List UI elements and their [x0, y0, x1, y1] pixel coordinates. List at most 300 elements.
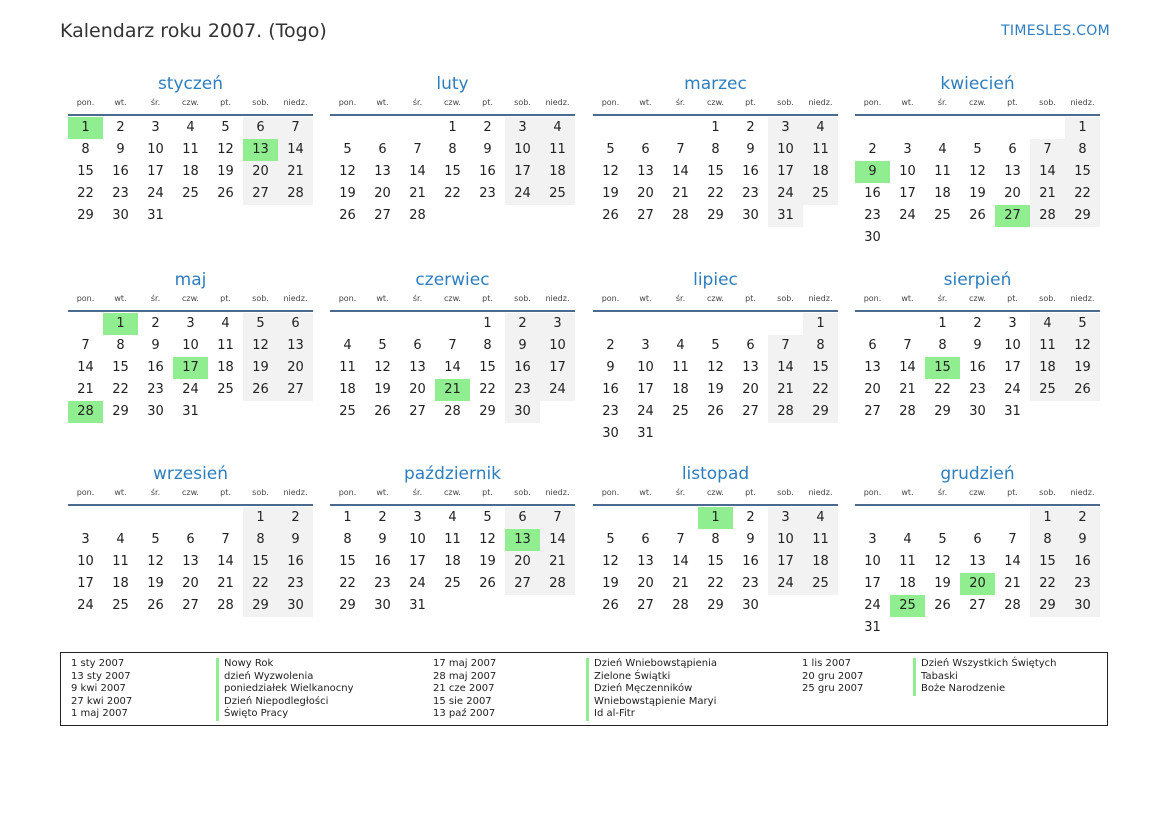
- weekday-label: pt.: [220, 98, 231, 107]
- month-name: kwiecień: [940, 74, 1015, 94]
- weekday-label: wt.: [376, 98, 389, 107]
- day-cell: 4: [343, 338, 352, 353]
- day-cell: 18: [112, 576, 129, 591]
- day-cell: 22: [444, 186, 461, 201]
- day-cell: 11: [217, 338, 234, 353]
- day-cell: 30: [1065, 595, 1100, 617]
- day-cell: 29: [479, 404, 496, 419]
- weekday-label: czw.: [707, 488, 724, 497]
- day-cell: 12: [217, 142, 234, 157]
- day-cell: 25: [540, 183, 575, 205]
- weekday-label: niedz.: [1070, 488, 1095, 497]
- day-cell: 15: [112, 360, 129, 375]
- day-cell: 31: [147, 208, 164, 223]
- month-name: listopad: [681, 464, 750, 484]
- day-cell: 28: [409, 208, 426, 223]
- day-cell: 10: [77, 554, 94, 569]
- weekday-label: niedz.: [545, 488, 570, 497]
- day-cell: 14: [899, 360, 916, 375]
- weekday-label: pt.: [1007, 294, 1018, 303]
- day-cell: 2: [746, 120, 755, 135]
- weekday-label: pon.: [863, 488, 882, 497]
- day-cell: 19: [243, 357, 278, 379]
- holiday-name: Id al-Fitr: [586, 708, 717, 721]
- day-cell: 8: [1030, 529, 1065, 551]
- day-cell: 27: [864, 404, 881, 419]
- day-cell: 7: [278, 117, 313, 139]
- day-cell: 14: [672, 164, 689, 179]
- day-cell: 23: [479, 186, 496, 201]
- day-cell: 15: [1030, 551, 1065, 573]
- day-cell: 9: [116, 142, 125, 157]
- day-cell: 29: [707, 598, 724, 613]
- weekday-label: niedz.: [1070, 294, 1095, 303]
- weekday-label: wt.: [901, 98, 914, 107]
- weekday-label: czw.: [444, 294, 461, 303]
- day-cell: 5: [973, 142, 982, 157]
- weekday-label: wt.: [376, 294, 389, 303]
- day-cell: 22: [803, 379, 838, 401]
- day-cell: 8: [711, 142, 720, 157]
- weekday-label: śr.: [150, 488, 161, 497]
- day-cell: 24: [899, 208, 916, 223]
- day-cell: 27: [374, 208, 391, 223]
- day-cell: 5: [711, 338, 720, 353]
- holiday-name: Nowy Rok: [216, 658, 354, 671]
- day-cell: 13: [1004, 164, 1021, 179]
- month-name: wrzesień: [152, 464, 229, 484]
- holiday-date: 9 kwi 2007: [71, 683, 126, 695]
- day-cell: 30: [864, 230, 881, 245]
- day-cell: 25: [339, 404, 356, 419]
- month-4: [855, 72, 1100, 249]
- day-cell: 19: [969, 186, 986, 201]
- day-cell: 21: [768, 379, 803, 401]
- day-cell: 23: [374, 576, 391, 591]
- holiday-date: 15 sie 2007: [433, 695, 492, 707]
- day-cell: 19: [147, 576, 164, 591]
- day-cell: 29: [339, 598, 356, 613]
- day-cell: 1: [483, 316, 492, 331]
- day-cell: 19: [934, 576, 951, 591]
- day-grid: [855, 117, 1100, 249]
- day-cell: 31: [182, 404, 199, 419]
- day-cell: 23: [742, 186, 759, 201]
- holiday-name: Wniebowstąpienie Maryi: [586, 696, 717, 709]
- month-1: [68, 72, 313, 227]
- day-cell: 16: [112, 164, 129, 179]
- day-cell: 9: [746, 532, 755, 547]
- day-cell: 24: [77, 598, 94, 613]
- day-cell: 8: [938, 338, 947, 353]
- day-cell: 1: [803, 313, 838, 335]
- day-cell: 31: [1004, 404, 1021, 419]
- day-cell: 5: [606, 142, 615, 157]
- holiday-date: 1 maj 2007: [71, 708, 128, 720]
- weekday-label: śr.: [937, 488, 948, 497]
- day-cell: 7: [1008, 532, 1017, 547]
- weekday-label: sob.: [252, 98, 269, 107]
- day-cell: 16: [602, 382, 619, 397]
- weekday-header: [330, 292, 575, 312]
- day-cell: 6: [1008, 142, 1017, 157]
- weekday-label: wt.: [114, 294, 127, 303]
- day-cell: 23: [278, 573, 313, 595]
- day-cell: 9: [278, 529, 313, 551]
- day-cell: 8: [243, 529, 278, 551]
- day-cell: 28: [1030, 205, 1065, 227]
- day-cell: 11: [444, 532, 461, 547]
- weekday-label: sob.: [252, 294, 269, 303]
- day-cell: 25: [444, 576, 461, 591]
- day-cell: 17: [147, 164, 164, 179]
- weekday-label: śr.: [150, 294, 161, 303]
- day-cell: 19: [217, 164, 234, 179]
- day-cell: 10: [637, 360, 654, 375]
- day-cell: 31: [768, 205, 803, 227]
- month-name: październik: [403, 464, 502, 484]
- day-cell: 22: [707, 576, 724, 591]
- day-cell: 13: [409, 360, 426, 375]
- day-cell: 12: [374, 360, 391, 375]
- holiday-day: 13: [505, 529, 540, 551]
- weekday-label: sob.: [777, 488, 794, 497]
- day-cell: 22: [934, 382, 951, 397]
- day-cell: 20: [505, 551, 540, 573]
- day-cell: 20: [742, 382, 759, 397]
- day-cell: 19: [1065, 357, 1100, 379]
- day-cell: 30: [278, 595, 313, 617]
- weekday-label: niedz.: [283, 98, 308, 107]
- weekday-label: pt.: [745, 488, 756, 497]
- day-cell: 23: [969, 382, 986, 397]
- day-cell: 30: [742, 208, 759, 223]
- day-cell: 17: [899, 186, 916, 201]
- weekday-label: wt.: [901, 294, 914, 303]
- day-cell: 17: [409, 554, 426, 569]
- day-cell: 25: [182, 186, 199, 201]
- weekday-header: [330, 96, 575, 116]
- day-cell: 25: [217, 382, 234, 397]
- day-cell: 24: [864, 598, 881, 613]
- day-cell: 7: [676, 532, 685, 547]
- day-cell: 14: [1030, 161, 1065, 183]
- day-cell: 4: [221, 316, 230, 331]
- month-name: maj: [174, 270, 207, 290]
- weekday-header: [68, 96, 313, 116]
- day-cell: 10: [147, 142, 164, 157]
- day-cell: 24: [147, 186, 164, 201]
- day-cell: 8: [116, 338, 125, 353]
- weekday-header: [68, 486, 313, 506]
- holiday-name: dzień Wyzwolenia: [216, 671, 354, 684]
- day-cell: 11: [803, 139, 838, 161]
- day-cell: 17: [77, 576, 94, 591]
- day-cell: 18: [339, 382, 356, 397]
- month-12: [855, 462, 1100, 639]
- day-cell: 8: [343, 532, 352, 547]
- day-cell: 7: [1030, 139, 1065, 161]
- day-cell: 18: [444, 554, 461, 569]
- day-cell: 14: [1004, 554, 1021, 569]
- day-cell: 12: [1065, 335, 1100, 357]
- day-cell: 21: [77, 382, 94, 397]
- day-cell: 24: [768, 183, 803, 205]
- day-cell: 3: [903, 142, 912, 157]
- day-cell: 7: [676, 142, 685, 157]
- day-cell: 12: [934, 554, 951, 569]
- day-cell: 5: [1065, 313, 1100, 335]
- day-cell: 20: [864, 382, 881, 397]
- day-cell: 4: [186, 120, 195, 135]
- day-cell: 6: [186, 532, 195, 547]
- day-cell: 14: [409, 164, 426, 179]
- day-cell: 13: [742, 360, 759, 375]
- day-cell: 25: [803, 573, 838, 595]
- day-cell: 25: [934, 208, 951, 223]
- day-cell: 22: [339, 576, 356, 591]
- day-cell: 20: [182, 576, 199, 591]
- weekday-label: czw.: [182, 98, 199, 107]
- day-cell: 9: [606, 360, 615, 375]
- day-cell: 31: [864, 620, 881, 635]
- weekday-label: czw.: [969, 488, 986, 497]
- day-cell: 31: [637, 426, 654, 441]
- day-cell: 16: [1065, 551, 1100, 573]
- day-cell: 6: [641, 142, 650, 157]
- day-cell: 13: [182, 554, 199, 569]
- day-cell: 2: [973, 316, 982, 331]
- day-cell: 5: [378, 338, 387, 353]
- weekday-label: czw.: [707, 98, 724, 107]
- day-cell: 21: [1004, 576, 1021, 591]
- day-cell: 18: [934, 186, 951, 201]
- day-cell: 22: [112, 382, 129, 397]
- weekday-label: wt.: [639, 98, 652, 107]
- day-cell: 10: [899, 164, 916, 179]
- day-cell: 9: [151, 338, 160, 353]
- holiday-day: 1: [103, 313, 138, 335]
- day-cell: 15: [243, 551, 278, 573]
- day-cell: 26: [602, 598, 619, 613]
- day-cell: 16: [374, 554, 391, 569]
- weekday-label: czw.: [444, 98, 461, 107]
- day-cell: 26: [479, 576, 496, 591]
- holiday-day: 25: [890, 595, 925, 617]
- day-cell: 18: [1030, 357, 1065, 379]
- holiday-date: 25 gru 2007: [802, 683, 864, 695]
- day-cell: 6: [413, 338, 422, 353]
- month-name: marzec: [684, 74, 747, 94]
- day-grid: [855, 313, 1100, 423]
- day-cell: 15: [339, 554, 356, 569]
- day-cell: 21: [899, 382, 916, 397]
- day-cell: 21: [217, 576, 234, 591]
- weekday-label: niedz.: [545, 98, 570, 107]
- weekday-label: niedz.: [1070, 98, 1095, 107]
- holiday-names-col: [216, 658, 354, 721]
- day-cell: 3: [1008, 316, 1017, 331]
- day-cell: 10: [182, 338, 199, 353]
- day-cell: 26: [707, 404, 724, 419]
- day-cell: 30: [147, 404, 164, 419]
- day-cell: 6: [505, 507, 540, 529]
- day-cell: 26: [602, 208, 619, 223]
- weekday-header: [855, 292, 1100, 312]
- day-cell: 23: [505, 379, 540, 401]
- day-cell: 10: [1004, 338, 1021, 353]
- day-cell: 10: [768, 529, 803, 551]
- day-cell: 3: [413, 510, 422, 525]
- day-cell: 10: [505, 139, 540, 161]
- holiday-day: 1: [698, 507, 733, 529]
- holiday-name: Dzień Męczenników: [586, 683, 717, 696]
- day-cell: 14: [278, 139, 313, 161]
- weekday-label: niedz.: [808, 98, 833, 107]
- day-cell: 14: [768, 357, 803, 379]
- weekday-label: pon.: [863, 98, 882, 107]
- month-name: sierpień: [943, 270, 1012, 290]
- day-cell: 16: [479, 164, 496, 179]
- weekday-label: śr.: [150, 98, 161, 107]
- day-cell: 26: [969, 208, 986, 223]
- day-cell: 16: [742, 164, 759, 179]
- day-cell: 15: [1065, 161, 1100, 183]
- weekday-label: śr.: [412, 294, 423, 303]
- day-cell: 12: [969, 164, 986, 179]
- day-cell: 21: [672, 186, 689, 201]
- weekday-label: sob.: [514, 294, 531, 303]
- day-cell: 25: [1030, 379, 1065, 401]
- day-cell: 28: [1004, 598, 1021, 613]
- day-cell: 8: [448, 142, 457, 157]
- day-cell: 3: [81, 532, 90, 547]
- weekday-label: wt.: [114, 488, 127, 497]
- day-cell: 28: [540, 573, 575, 595]
- day-cell: 26: [934, 598, 951, 613]
- day-cell: 26: [339, 208, 356, 223]
- day-cell: 1: [1065, 117, 1100, 139]
- day-cell: 10: [409, 532, 426, 547]
- day-cell: 13: [374, 164, 391, 179]
- day-cell: 2: [278, 507, 313, 529]
- day-cell: 1: [711, 120, 720, 135]
- day-cell: 10: [864, 554, 881, 569]
- day-cell: 28: [278, 183, 313, 205]
- day-cell: 23: [742, 576, 759, 591]
- weekday-label: sob.: [1039, 488, 1056, 497]
- day-cell: 12: [339, 164, 356, 179]
- day-cell: 8: [81, 142, 90, 157]
- day-cell: 12: [479, 532, 496, 547]
- day-cell: 15: [77, 164, 94, 179]
- day-cell: 9: [1065, 529, 1100, 551]
- day-cell: 3: [186, 316, 195, 331]
- weekday-label: sob.: [777, 98, 794, 107]
- day-cell: 24: [637, 404, 654, 419]
- day-cell: 27: [409, 404, 426, 419]
- day-cell: 24: [768, 573, 803, 595]
- day-grid: [593, 313, 838, 445]
- day-cell: 1: [343, 510, 352, 525]
- day-grid: [855, 507, 1100, 639]
- weekday-header: [593, 292, 838, 312]
- holiday-day: 28: [68, 401, 103, 423]
- holiday-name: Święto Pracy: [216, 708, 354, 721]
- month-name: luty: [436, 74, 469, 94]
- holiday-dates-col: [71, 658, 132, 721]
- day-cell: 13: [864, 360, 881, 375]
- day-cell: 20: [278, 357, 313, 379]
- day-cell: 11: [934, 164, 951, 179]
- day-cell: 8: [803, 335, 838, 357]
- day-cell: 22: [1065, 183, 1100, 205]
- weekday-label: pon.: [338, 294, 357, 303]
- month-8: [855, 268, 1100, 423]
- day-cell: 18: [672, 382, 689, 397]
- day-cell: 20: [637, 186, 654, 201]
- weekday-label: czw.: [182, 294, 199, 303]
- day-cell: 6: [973, 532, 982, 547]
- weekday-label: pon.: [76, 294, 95, 303]
- day-cell: 21: [278, 161, 313, 183]
- day-cell: 18: [803, 161, 838, 183]
- holiday-date: 17 maj 2007: [433, 658, 497, 669]
- day-cell: 2: [483, 120, 492, 135]
- month-name: lipiec: [693, 270, 738, 290]
- holiday-day: 1: [68, 117, 103, 139]
- day-cell: 19: [602, 186, 619, 201]
- day-cell: 30: [742, 598, 759, 613]
- day-cell: 2: [606, 338, 615, 353]
- day-cell: 9: [378, 532, 387, 547]
- day-cell: 3: [641, 338, 650, 353]
- day-cell: 16: [147, 360, 164, 375]
- day-cell: 27: [182, 598, 199, 613]
- day-cell: 21: [1030, 183, 1065, 205]
- month-7: [593, 268, 838, 445]
- day-cell: 14: [217, 554, 234, 569]
- day-cell: 29: [707, 208, 724, 223]
- day-cell: 9: [505, 335, 540, 357]
- day-cell: 2: [868, 142, 877, 157]
- weekday-label: śr.: [937, 98, 948, 107]
- day-cell: 23: [1065, 573, 1100, 595]
- site-link[interactable]: TIMESLES.COM: [1001, 23, 1110, 39]
- day-cell: 29: [243, 595, 278, 617]
- day-cell: 31: [409, 598, 426, 613]
- month-6: [330, 268, 575, 423]
- day-cell: 6: [746, 338, 755, 353]
- day-cell: 14: [77, 360, 94, 375]
- holiday-name: Tabaski: [913, 671, 1057, 684]
- weekday-label: pon.: [601, 488, 620, 497]
- day-cell: 14: [672, 554, 689, 569]
- weekday-label: pt.: [482, 488, 493, 497]
- holiday-names-col: [913, 658, 1057, 696]
- weekday-label: pt.: [482, 294, 493, 303]
- day-cell: 14: [444, 360, 461, 375]
- holiday-name: Dzień Wszystkich Świętych: [913, 658, 1057, 671]
- weekday-label: pt.: [1007, 98, 1018, 107]
- day-cell: 24: [1004, 382, 1021, 397]
- day-cell: 7: [448, 338, 457, 353]
- day-cell: 12: [147, 554, 164, 569]
- day-cell: 26: [1065, 379, 1100, 401]
- day-cell: 30: [505, 401, 540, 423]
- holiday-date: 27 kwi 2007: [71, 695, 133, 707]
- day-cell: 9: [746, 142, 755, 157]
